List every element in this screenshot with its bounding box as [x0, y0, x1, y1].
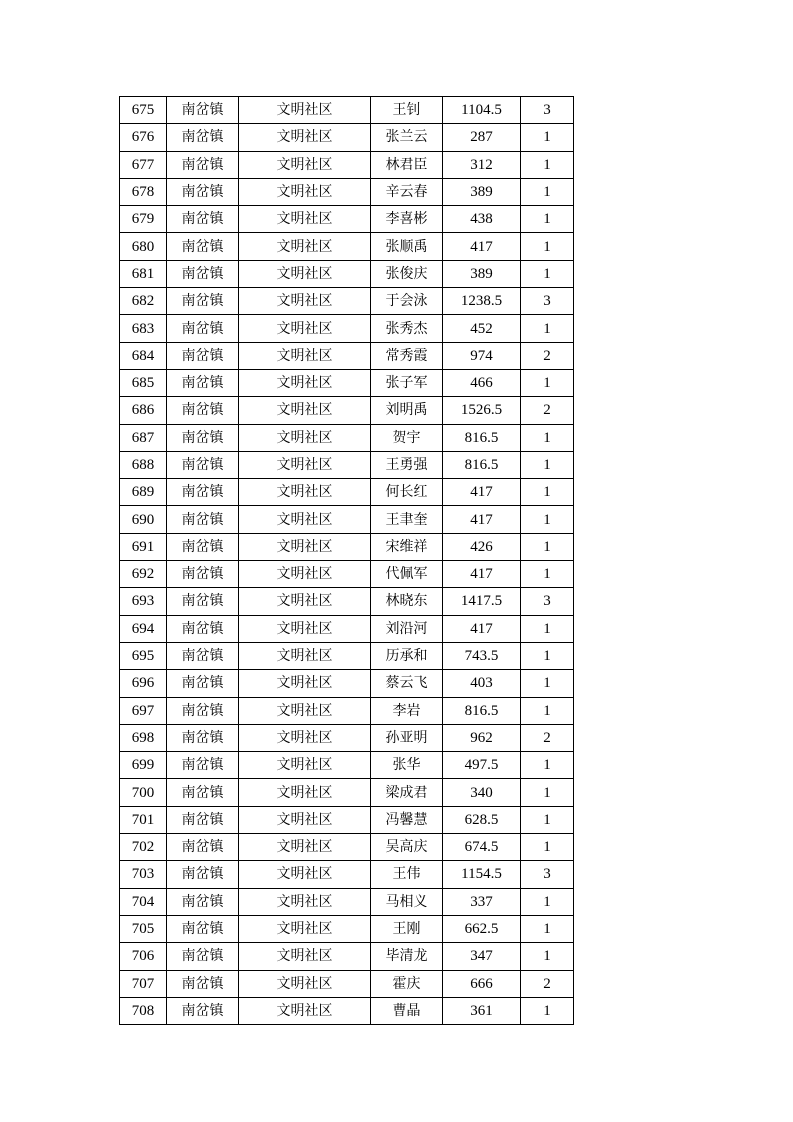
cell-amount: 1238.5: [443, 288, 521, 315]
table-row: [120, 861, 574, 888]
table-row: [120, 424, 574, 451]
cell-count: 1: [521, 151, 574, 178]
cell-town: 南岔镇: [167, 124, 239, 151]
cell-name: 冯馨慧: [371, 806, 443, 833]
roster-table: [119, 96, 574, 1025]
cell-seq: 684: [120, 342, 167, 369]
cell-town: 南岔镇: [167, 178, 239, 205]
cell-seq: 692: [120, 561, 167, 588]
cell-seq: 703: [120, 861, 167, 888]
cell-town: 南岔镇: [167, 479, 239, 506]
cell-town: 南岔镇: [167, 615, 239, 642]
cell-name: 李喜彬: [371, 206, 443, 233]
cell-amount: 417: [443, 479, 521, 506]
table-row: [120, 615, 574, 642]
cell-seq: 688: [120, 451, 167, 478]
cell-name: 孙亚明: [371, 724, 443, 751]
cell-community: 文明社区: [239, 915, 371, 942]
table-row: [120, 943, 574, 970]
cell-name: 辛云春: [371, 178, 443, 205]
cell-town: 南岔镇: [167, 834, 239, 861]
table-row: [120, 642, 574, 669]
cell-name: 张兰云: [371, 124, 443, 151]
cell-town: 南岔镇: [167, 561, 239, 588]
cell-town: 南岔镇: [167, 342, 239, 369]
cell-count: 1: [521, 533, 574, 560]
cell-town: 南岔镇: [167, 642, 239, 669]
cell-amount: 662.5: [443, 915, 521, 942]
cell-seq: 686: [120, 397, 167, 424]
cell-town: 南岔镇: [167, 288, 239, 315]
cell-amount: 389: [443, 178, 521, 205]
cell-count: 1: [521, 997, 574, 1024]
cell-amount: 1154.5: [443, 861, 521, 888]
cell-seq: 680: [120, 233, 167, 260]
cell-seq: 702: [120, 834, 167, 861]
cell-amount: 628.5: [443, 806, 521, 833]
table-row: [120, 315, 574, 342]
cell-count: 1: [521, 752, 574, 779]
cell-community: 文明社区: [239, 588, 371, 615]
cell-amount: 426: [443, 533, 521, 560]
table-row: [120, 151, 574, 178]
cell-count: 2: [521, 342, 574, 369]
cell-town: 南岔镇: [167, 506, 239, 533]
cell-community: 文明社区: [239, 97, 371, 124]
cell-name: 张秀杰: [371, 315, 443, 342]
cell-community: 文明社区: [239, 397, 371, 424]
cell-amount: 816.5: [443, 451, 521, 478]
cell-amount: 438: [443, 206, 521, 233]
cell-count: 3: [521, 97, 574, 124]
cell-name: 马相义: [371, 888, 443, 915]
cell-town: 南岔镇: [167, 206, 239, 233]
cell-count: 1: [521, 943, 574, 970]
cell-name: 代佩军: [371, 561, 443, 588]
cell-count: 1: [521, 124, 574, 151]
cell-town: 南岔镇: [167, 397, 239, 424]
table-row: [120, 533, 574, 560]
cell-community: 文明社区: [239, 752, 371, 779]
cell-seq: 694: [120, 615, 167, 642]
cell-name: 王钊: [371, 97, 443, 124]
cell-town: 南岔镇: [167, 424, 239, 451]
cell-amount: 974: [443, 342, 521, 369]
cell-name: 林晓东: [371, 588, 443, 615]
cell-town: 南岔镇: [167, 670, 239, 697]
cell-count: 1: [521, 670, 574, 697]
cell-name: 毕清龙: [371, 943, 443, 970]
cell-community: 文明社区: [239, 506, 371, 533]
cell-name: 王刚: [371, 915, 443, 942]
cell-community: 文明社区: [239, 342, 371, 369]
cell-community: 文明社区: [239, 943, 371, 970]
table-row: [120, 260, 574, 287]
table-row: [120, 97, 574, 124]
cell-seq: 679: [120, 206, 167, 233]
cell-count: 3: [521, 288, 574, 315]
cell-town: 南岔镇: [167, 151, 239, 178]
cell-name: 梁成君: [371, 779, 443, 806]
table-row: [120, 724, 574, 751]
cell-amount: 674.5: [443, 834, 521, 861]
cell-count: 1: [521, 424, 574, 451]
table-row: [120, 752, 574, 779]
cell-seq: 693: [120, 588, 167, 615]
cell-count: 3: [521, 861, 574, 888]
cell-town: 南岔镇: [167, 588, 239, 615]
cell-seq: 699: [120, 752, 167, 779]
cell-name: 李岩: [371, 697, 443, 724]
cell-seq: 681: [120, 260, 167, 287]
cell-town: 南岔镇: [167, 970, 239, 997]
table-row: [120, 670, 574, 697]
cell-count: 1: [521, 206, 574, 233]
cell-name: 蔡云飞: [371, 670, 443, 697]
cell-community: 文明社区: [239, 424, 371, 451]
cell-name: 刘明禹: [371, 397, 443, 424]
cell-amount: 962: [443, 724, 521, 751]
cell-count: 1: [521, 779, 574, 806]
table-row: [120, 915, 574, 942]
cell-count: 2: [521, 724, 574, 751]
cell-community: 文明社区: [239, 997, 371, 1024]
table-row: [120, 806, 574, 833]
cell-count: 1: [521, 178, 574, 205]
cell-seq: 691: [120, 533, 167, 560]
cell-amount: 287: [443, 124, 521, 151]
cell-town: 南岔镇: [167, 915, 239, 942]
cell-count: 1: [521, 915, 574, 942]
table-row: [120, 178, 574, 205]
cell-name: 刘沿河: [371, 615, 443, 642]
cell-seq: 704: [120, 888, 167, 915]
table-row: [120, 288, 574, 315]
cell-town: 南岔镇: [167, 451, 239, 478]
cell-seq: 690: [120, 506, 167, 533]
cell-seq: 685: [120, 369, 167, 396]
cell-name: 张顺禹: [371, 233, 443, 260]
cell-town: 南岔镇: [167, 233, 239, 260]
cell-name: 历承和: [371, 642, 443, 669]
cell-amount: 312: [443, 151, 521, 178]
table-row: [120, 397, 574, 424]
cell-community: 文明社区: [239, 315, 371, 342]
cell-town: 南岔镇: [167, 697, 239, 724]
table-row: [120, 834, 574, 861]
cell-count: 1: [521, 260, 574, 287]
cell-name: 张子军: [371, 369, 443, 396]
table-row: [120, 233, 574, 260]
cell-community: 文明社区: [239, 724, 371, 751]
table-row: [120, 779, 574, 806]
cell-amount: 452: [443, 315, 521, 342]
cell-town: 南岔镇: [167, 943, 239, 970]
cell-community: 文明社区: [239, 533, 371, 560]
table-row: [120, 970, 574, 997]
cell-town: 南岔镇: [167, 97, 239, 124]
cell-amount: 1526.5: [443, 397, 521, 424]
cell-amount: 417: [443, 615, 521, 642]
cell-seq: 701: [120, 806, 167, 833]
cell-amount: 816.5: [443, 424, 521, 451]
cell-community: 文明社区: [239, 834, 371, 861]
cell-amount: 403: [443, 670, 521, 697]
cell-name: 于会泳: [371, 288, 443, 315]
cell-count: 1: [521, 315, 574, 342]
cell-town: 南岔镇: [167, 315, 239, 342]
table-row: [120, 561, 574, 588]
cell-community: 文明社区: [239, 260, 371, 287]
cell-town: 南岔镇: [167, 260, 239, 287]
cell-amount: 347: [443, 943, 521, 970]
cell-community: 文明社区: [239, 970, 371, 997]
cell-amount: 743.5: [443, 642, 521, 669]
table-row: [120, 342, 574, 369]
cell-town: 南岔镇: [167, 861, 239, 888]
cell-count: 1: [521, 642, 574, 669]
cell-community: 文明社区: [239, 151, 371, 178]
cell-town: 南岔镇: [167, 533, 239, 560]
cell-community: 文明社区: [239, 697, 371, 724]
cell-town: 南岔镇: [167, 724, 239, 751]
cell-count: 1: [521, 506, 574, 533]
cell-seq: 683: [120, 315, 167, 342]
table-row: [120, 479, 574, 506]
cell-community: 文明社区: [239, 124, 371, 151]
cell-seq: 682: [120, 288, 167, 315]
table-row: [120, 888, 574, 915]
cell-amount: 417: [443, 233, 521, 260]
cell-community: 文明社区: [239, 779, 371, 806]
cell-community: 文明社区: [239, 642, 371, 669]
roster-table-body: [120, 97, 574, 1025]
cell-amount: 340: [443, 779, 521, 806]
cell-amount: 666: [443, 970, 521, 997]
cell-count: 1: [521, 834, 574, 861]
table-row: [120, 369, 574, 396]
cell-amount: 417: [443, 506, 521, 533]
cell-name: 宋维祥: [371, 533, 443, 560]
cell-seq: 697: [120, 697, 167, 724]
cell-amount: 816.5: [443, 697, 521, 724]
cell-town: 南岔镇: [167, 369, 239, 396]
cell-community: 文明社区: [239, 561, 371, 588]
cell-amount: 1417.5: [443, 588, 521, 615]
cell-community: 文明社区: [239, 233, 371, 260]
cell-name: 张华: [371, 752, 443, 779]
cell-seq: 705: [120, 915, 167, 942]
cell-seq: 707: [120, 970, 167, 997]
cell-community: 文明社区: [239, 888, 371, 915]
cell-community: 文明社区: [239, 369, 371, 396]
cell-town: 南岔镇: [167, 779, 239, 806]
table-row: [120, 506, 574, 533]
cell-seq: 706: [120, 943, 167, 970]
cell-community: 文明社区: [239, 670, 371, 697]
cell-count: 2: [521, 397, 574, 424]
cell-amount: 361: [443, 997, 521, 1024]
cell-seq: 677: [120, 151, 167, 178]
cell-count: 1: [521, 888, 574, 915]
cell-seq: 708: [120, 997, 167, 1024]
cell-seq: 687: [120, 424, 167, 451]
table-row: [120, 697, 574, 724]
cell-community: 文明社区: [239, 178, 371, 205]
cell-amount: 389: [443, 260, 521, 287]
cell-seq: 678: [120, 178, 167, 205]
cell-count: 2: [521, 970, 574, 997]
cell-seq: 676: [120, 124, 167, 151]
cell-seq: 700: [120, 779, 167, 806]
cell-name: 吴高庆: [371, 834, 443, 861]
cell-community: 文明社区: [239, 206, 371, 233]
cell-amount: 417: [443, 561, 521, 588]
cell-seq: 695: [120, 642, 167, 669]
cell-count: 1: [521, 697, 574, 724]
cell-name: 常秀霞: [371, 342, 443, 369]
cell-amount: 466: [443, 369, 521, 396]
cell-community: 文明社区: [239, 615, 371, 642]
cell-count: 1: [521, 615, 574, 642]
table-row: [120, 206, 574, 233]
cell-community: 文明社区: [239, 806, 371, 833]
cell-town: 南岔镇: [167, 997, 239, 1024]
cell-count: 1: [521, 369, 574, 396]
cell-count: 1: [521, 479, 574, 506]
cell-amount: 497.5: [443, 752, 521, 779]
cell-seq: 689: [120, 479, 167, 506]
cell-count: 1: [521, 233, 574, 260]
cell-seq: 696: [120, 670, 167, 697]
cell-count: 1: [521, 561, 574, 588]
cell-name: 曹晶: [371, 997, 443, 1024]
cell-community: 文明社区: [239, 288, 371, 315]
cell-amount: 337: [443, 888, 521, 915]
cell-town: 南岔镇: [167, 806, 239, 833]
cell-name: 王聿奎: [371, 506, 443, 533]
cell-name: 林君臣: [371, 151, 443, 178]
cell-community: 文明社区: [239, 479, 371, 506]
cell-count: 3: [521, 588, 574, 615]
table-row: [120, 124, 574, 151]
cell-name: 王伟: [371, 861, 443, 888]
table-row: [120, 451, 574, 478]
table-row: [120, 997, 574, 1024]
cell-name: 贺宇: [371, 424, 443, 451]
cell-name: 霍庆: [371, 970, 443, 997]
cell-amount: 1104.5: [443, 97, 521, 124]
cell-town: 南岔镇: [167, 752, 239, 779]
cell-name: 王勇强: [371, 451, 443, 478]
cell-name: 张俊庆: [371, 260, 443, 287]
cell-count: 1: [521, 806, 574, 833]
cell-seq: 698: [120, 724, 167, 751]
cell-seq: 675: [120, 97, 167, 124]
cell-name: 何长红: [371, 479, 443, 506]
cell-town: 南岔镇: [167, 888, 239, 915]
cell-count: 1: [521, 451, 574, 478]
table-row: [120, 588, 574, 615]
cell-community: 文明社区: [239, 861, 371, 888]
cell-community: 文明社区: [239, 451, 371, 478]
